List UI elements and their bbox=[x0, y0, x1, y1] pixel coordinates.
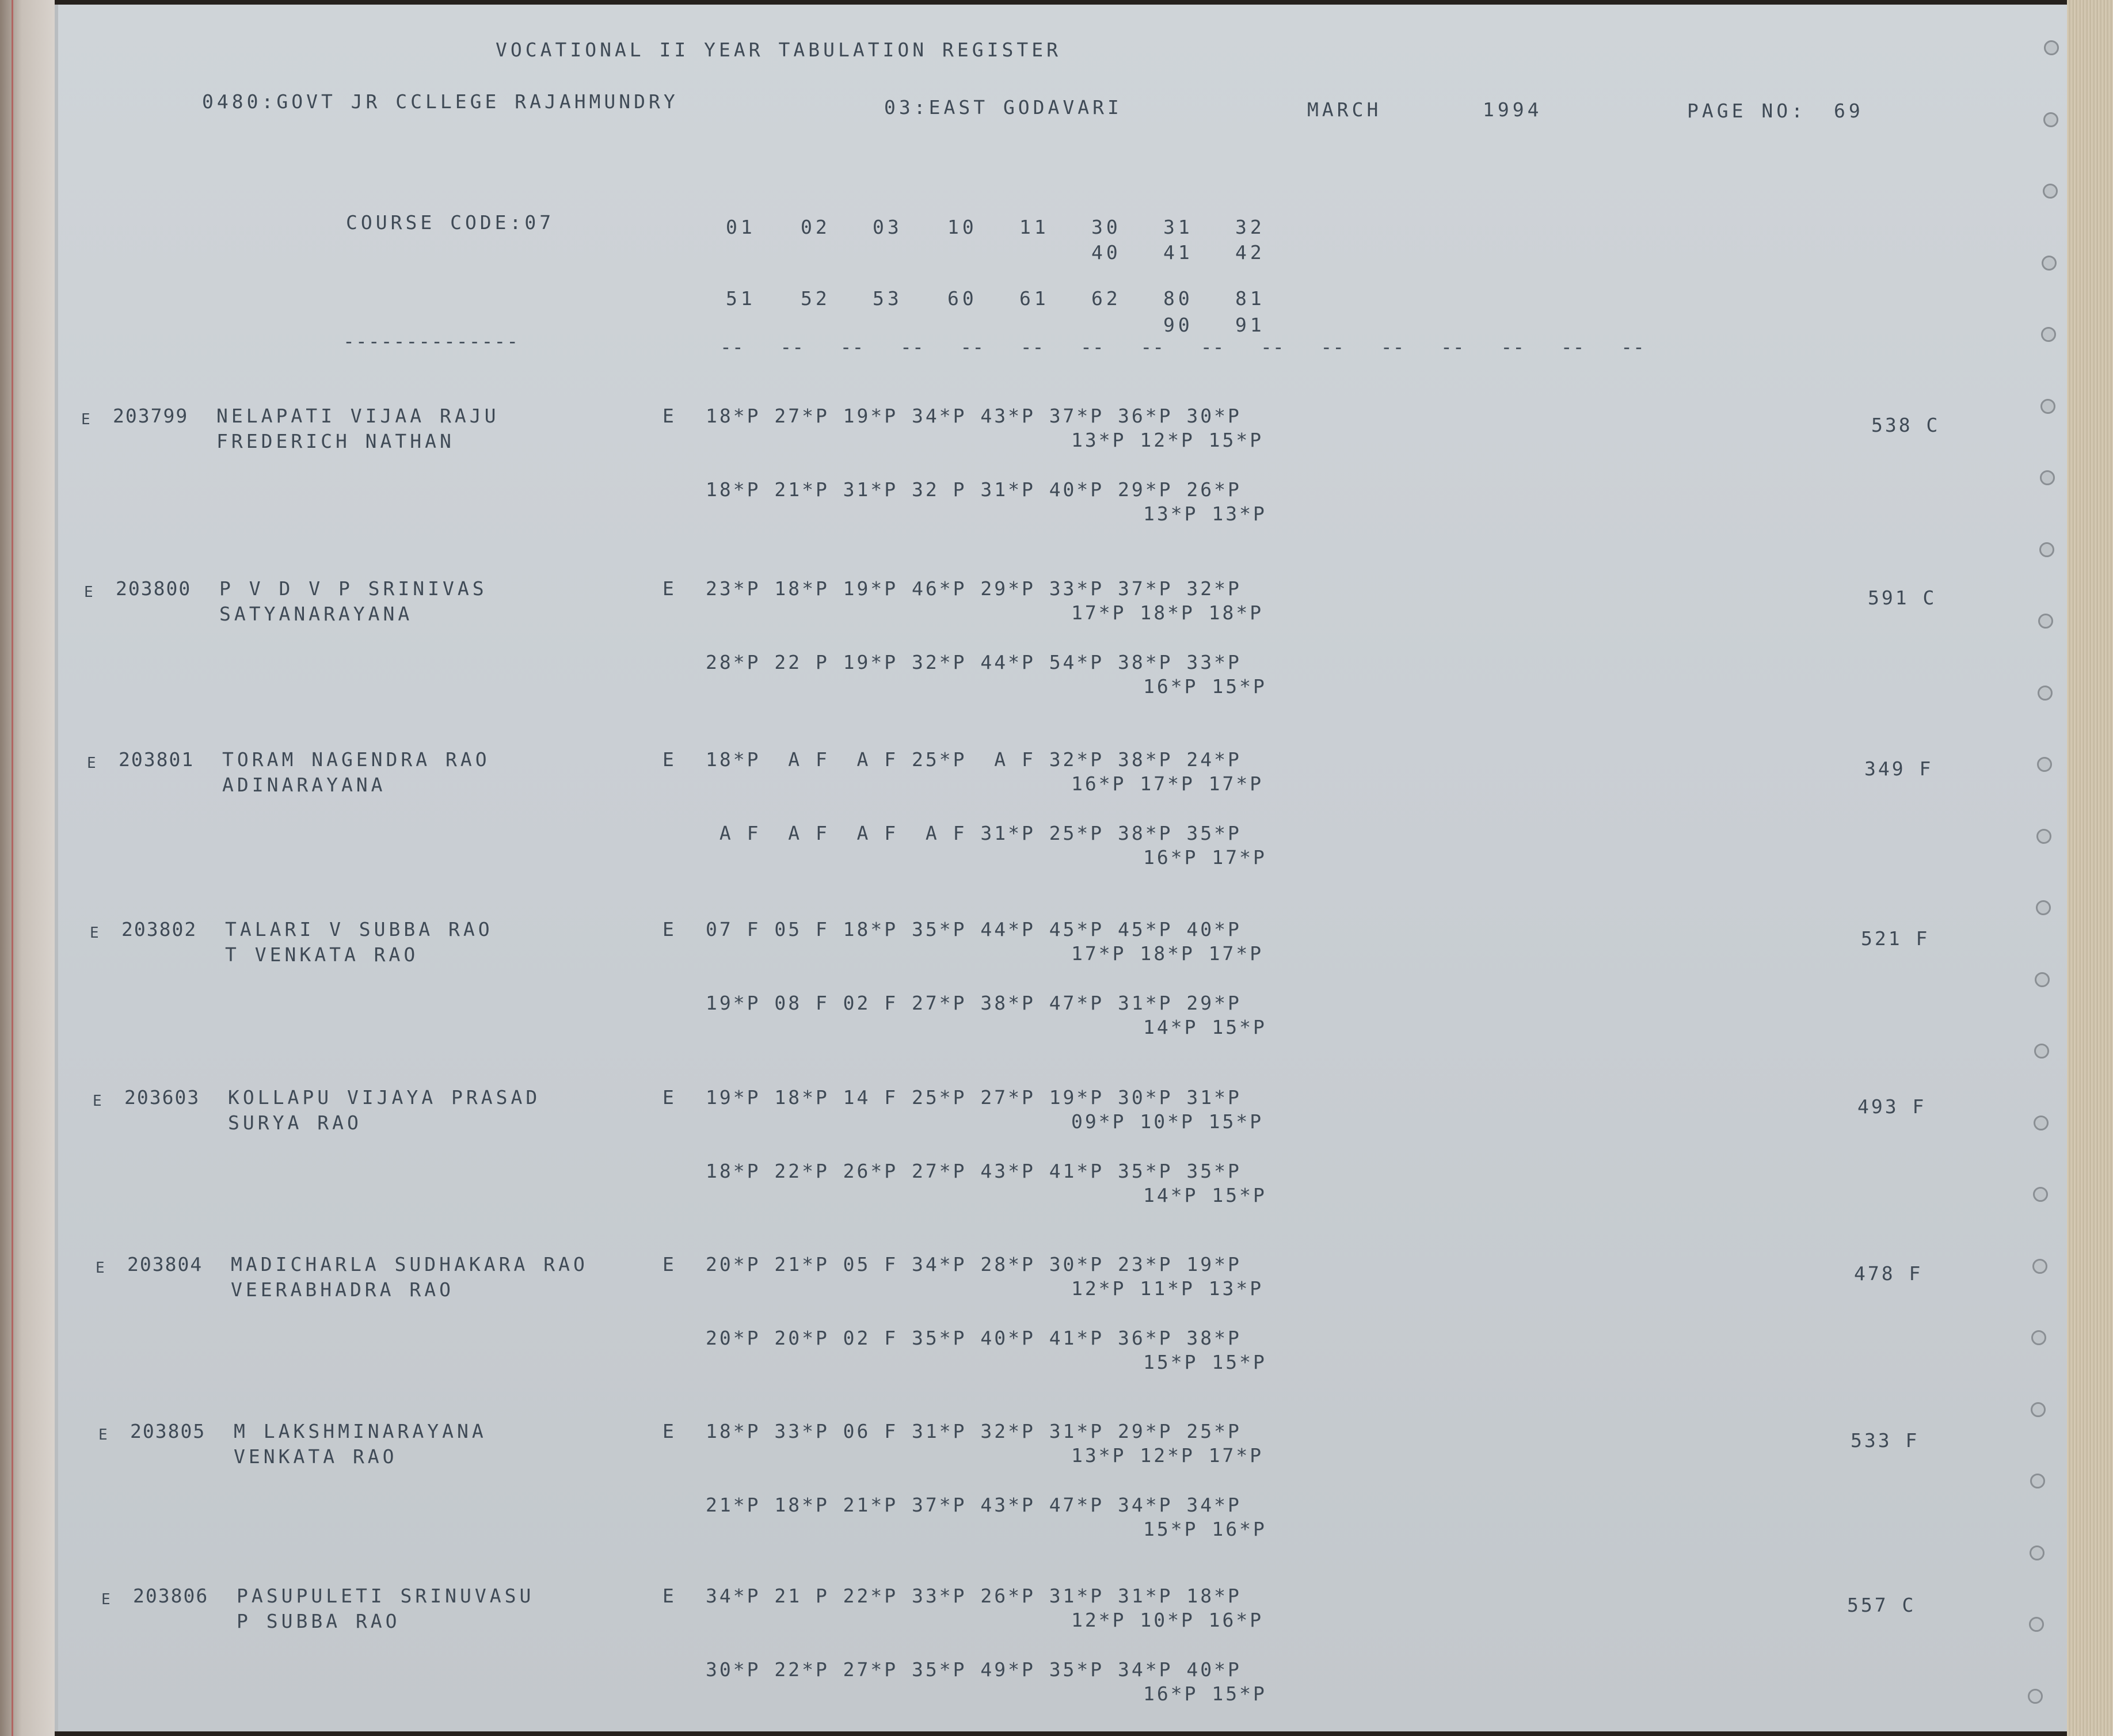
category-code: E bbox=[663, 405, 677, 427]
binder-hole bbox=[2029, 1617, 2044, 1632]
subject-code: 80 bbox=[1163, 287, 1193, 310]
marks-row-1b: 13*P 12*P 15*P bbox=[1071, 429, 1264, 451]
subject-code: 03 bbox=[873, 216, 903, 238]
subject-code: 11 bbox=[1019, 216, 1049, 238]
page-number: 69 bbox=[1834, 100, 1864, 122]
marks-row-2: 18*P 22*P 26*P 27*P 43*P 41*P 35*P 35*P bbox=[706, 1160, 1242, 1182]
course-code-label: COURSE CODE:07 bbox=[346, 211, 555, 234]
college-name: 0480:GOVT JR CCLLEGE RAJAHMUNDRY bbox=[202, 90, 679, 113]
total-result: 521 F bbox=[1861, 927, 1930, 950]
marks-row-2: 30*P 22*P 27*P 35*P 49*P 35*P 34*P 40*P bbox=[706, 1658, 1242, 1681]
marks-row-2: 28*P 22 P 19*P 32*P 44*P 54*P 38*P 33*P bbox=[706, 651, 1242, 673]
column-dashes: -- -- -- -- -- -- -- -- -- -- -- -- -- -- -- -- bbox=[720, 336, 1645, 358]
subject-code: 60 bbox=[947, 287, 977, 310]
subject-code: 31 bbox=[1163, 216, 1193, 238]
roll-number: 203804 bbox=[127, 1253, 203, 1276]
binder-hole bbox=[2030, 1474, 2045, 1488]
father-name: T VENKATA RAO bbox=[225, 943, 419, 966]
student-name: P V D V P SRINIVAS bbox=[219, 577, 488, 600]
binder-hole bbox=[2039, 542, 2054, 557]
total-result: 591 C bbox=[1868, 587, 1937, 609]
subject-code: 41 bbox=[1163, 241, 1193, 264]
roll-number: 203799 bbox=[113, 405, 189, 427]
exam-flag: E bbox=[98, 1426, 111, 1444]
margin-line bbox=[12, 0, 13, 1736]
marks-row-1: 19*P 18*P 14 F 25*P 27*P 19*P 30*P 31*P bbox=[706, 1086, 1242, 1109]
binder-hole bbox=[2038, 686, 2053, 701]
marks-row-2b: 16*P 17*P bbox=[1143, 846, 1267, 869]
district-name: 03:EAST GODAVARI bbox=[884, 96, 1122, 119]
binder-hole bbox=[2037, 757, 2052, 772]
marks-row-1: 20*P 21*P 05 F 34*P 28*P 30*P 23*P 19*P bbox=[706, 1253, 1242, 1276]
marks-row-1b: 12*P 11*P 13*P bbox=[1071, 1277, 1264, 1300]
marks-row-1b: 17*P 18*P 18*P bbox=[1071, 601, 1264, 624]
father-name: FREDERICH NATHAN bbox=[216, 430, 455, 452]
student-name: PASUPULETI SRINUVASU bbox=[237, 1585, 535, 1607]
book-binding bbox=[0, 0, 55, 1736]
marks-row-2b: 13*P 13*P bbox=[1143, 502, 1267, 525]
roll-number: 203801 bbox=[119, 748, 195, 771]
category-code: E bbox=[663, 748, 677, 771]
category-code: E bbox=[663, 1420, 677, 1442]
roll-number: 203806 bbox=[133, 1585, 209, 1607]
total-result: 557 C bbox=[1847, 1594, 1916, 1616]
marks-row-1: 23*P 18*P 19*P 46*P 29*P 33*P 37*P 32*P bbox=[706, 577, 1242, 600]
marks-row-2: 18*P 21*P 31*P 32 P 31*P 40*P 29*P 26*P bbox=[706, 478, 1242, 501]
marks-row-2: 19*P 08 F 02 F 27*P 38*P 47*P 31*P 29*P bbox=[706, 992, 1242, 1014]
subject-code: 53 bbox=[873, 287, 903, 310]
student-name: KOLLAPU VIJAYA PRASAD bbox=[228, 1086, 541, 1109]
marks-row-2b: 15*P 16*P bbox=[1143, 1518, 1267, 1540]
page-stack-edge bbox=[2067, 0, 2113, 1736]
register-page bbox=[55, 5, 2099, 1731]
subject-code: 40 bbox=[1091, 241, 1121, 264]
father-name: VENKATA RAO bbox=[234, 1445, 398, 1468]
marks-row-2b: 16*P 15*P bbox=[1143, 675, 1267, 698]
subject-code: 02 bbox=[801, 216, 831, 238]
total-result: 538 C bbox=[1871, 414, 1940, 436]
binder-hole bbox=[2030, 1545, 2045, 1560]
marks-row-1b: 16*P 17*P 17*P bbox=[1071, 772, 1264, 795]
exam-flag: E bbox=[101, 1591, 114, 1608]
binder-hole bbox=[2031, 1402, 2046, 1417]
exam-month: MARCH bbox=[1307, 98, 1382, 121]
marks-row-2: 20*P 20*P 02 F 35*P 40*P 41*P 36*P 38*P bbox=[706, 1327, 1242, 1349]
student-name: NELAPATI VIJAA RAJU bbox=[216, 405, 500, 427]
register-title: VOCATIONAL II YEAR TABULATION REGISTER bbox=[496, 39, 1061, 61]
binder-hole bbox=[2034, 1044, 2049, 1059]
father-name: P SUBBA RAO bbox=[237, 1610, 401, 1632]
exam-flag: E bbox=[81, 411, 94, 428]
page-label: PAGE NO: bbox=[1687, 100, 1806, 122]
student-name: TORAM NAGENDRA RAO bbox=[222, 748, 490, 771]
subject-code: 42 bbox=[1235, 241, 1265, 264]
binder-hole bbox=[2034, 1116, 2049, 1130]
binder-hole bbox=[2038, 614, 2053, 629]
total-result: 533 F bbox=[1851, 1429, 1920, 1452]
father-name: SATYANARAYANA bbox=[219, 603, 413, 625]
roll-number: 203802 bbox=[121, 918, 197, 941]
binder-hole bbox=[2043, 112, 2058, 127]
binder-hole bbox=[2033, 1187, 2048, 1202]
subject-code: 51 bbox=[726, 287, 756, 310]
marks-row-2: 21*P 18*P 21*P 37*P 43*P 47*P 34*P 34*P bbox=[706, 1494, 1242, 1516]
marks-row-1: 18*P A F A F 25*P A F 32*P 38*P 24*P bbox=[706, 748, 1242, 771]
subject-code: 91 bbox=[1235, 314, 1265, 336]
marks-row-2b: 15*P 15*P bbox=[1143, 1351, 1267, 1373]
subject-code: 90 bbox=[1163, 314, 1193, 336]
exam-flag: E bbox=[90, 924, 102, 942]
total-result: 349 F bbox=[1864, 757, 1933, 780]
exam-flag: E bbox=[93, 1092, 105, 1110]
marks-row-1: 07 F 05 F 18*P 35*P 44*P 45*P 45*P 40*P bbox=[706, 918, 1242, 941]
father-name: ADINARAYANA bbox=[222, 774, 386, 796]
binder-hole bbox=[2036, 829, 2051, 844]
marks-row-2: A F A F A F A F 31*P 25*P 38*P 35*P bbox=[706, 822, 1242, 844]
binder-hole bbox=[2031, 1330, 2046, 1345]
marks-row-1b: 13*P 12*P 17*P bbox=[1071, 1444, 1264, 1467]
exam-year: 1994 bbox=[1483, 98, 1543, 121]
marks-row-2b: 14*P 15*P bbox=[1143, 1184, 1267, 1206]
binder-hole bbox=[2028, 1689, 2043, 1704]
course-underline: -------------- bbox=[343, 330, 520, 352]
category-code: E bbox=[663, 918, 677, 941]
marks-row-1: 34*P 21 P 22*P 33*P 26*P 31*P 31*P 18*P bbox=[706, 1585, 1242, 1607]
marks-row-1: 18*P 27*P 19*P 34*P 43*P 37*P 36*P 30*P bbox=[706, 405, 1242, 427]
binder-hole bbox=[2035, 972, 2050, 987]
father-name: VEERABHADRA RAO bbox=[231, 1278, 455, 1301]
binder-hole bbox=[2041, 327, 2056, 342]
student-name: M LAKSHMINARAYANA bbox=[234, 1420, 487, 1442]
total-result: 493 F bbox=[1857, 1095, 1927, 1118]
subject-code: 10 bbox=[947, 216, 977, 238]
student-name: TALARI V SUBBA RAO bbox=[225, 918, 493, 941]
subject-code: 61 bbox=[1019, 287, 1049, 310]
category-code: E bbox=[663, 577, 677, 600]
father-name: SURYA RAO bbox=[228, 1111, 362, 1134]
binder-hole bbox=[2032, 1259, 2047, 1274]
roll-number: 203603 bbox=[124, 1086, 200, 1109]
marks-row-2b: 14*P 15*P bbox=[1143, 1016, 1267, 1038]
exam-flag: E bbox=[96, 1259, 108, 1277]
subject-code: 30 bbox=[1091, 216, 1121, 238]
marks-row-1b: 09*P 10*P 15*P bbox=[1071, 1110, 1264, 1133]
subject-code: 52 bbox=[801, 287, 831, 310]
marks-row-1b: 12*P 10*P 16*P bbox=[1071, 1609, 1264, 1631]
marks-row-1: 18*P 33*P 06 F 31*P 32*P 31*P 29*P 25*P bbox=[706, 1420, 1242, 1442]
student-name: MADICHARLA SUDHAKARA RAO bbox=[231, 1253, 588, 1276]
category-code: E bbox=[663, 1585, 677, 1607]
exam-flag: E bbox=[84, 584, 97, 601]
subject-code: 81 bbox=[1235, 287, 1265, 310]
binder-hole bbox=[2036, 900, 2051, 915]
roll-number: 203805 bbox=[130, 1420, 206, 1442]
roll-number: 203800 bbox=[116, 577, 192, 600]
category-code: E bbox=[663, 1086, 677, 1109]
subject-code: 01 bbox=[726, 216, 756, 238]
binder-hole bbox=[2043, 184, 2058, 199]
exam-flag: E bbox=[87, 755, 100, 772]
category-code: E bbox=[663, 1253, 677, 1276]
marks-row-1b: 17*P 18*P 17*P bbox=[1071, 942, 1264, 965]
binder-hole bbox=[2044, 40, 2059, 55]
marks-row-2b: 16*P 15*P bbox=[1143, 1682, 1267, 1705]
binder-hole bbox=[2040, 399, 2055, 414]
subject-code: 62 bbox=[1091, 287, 1121, 310]
binder-hole bbox=[2040, 470, 2055, 485]
subject-code: 32 bbox=[1235, 216, 1265, 238]
binder-hole bbox=[2042, 256, 2057, 271]
total-result: 478 F bbox=[1854, 1262, 1923, 1285]
